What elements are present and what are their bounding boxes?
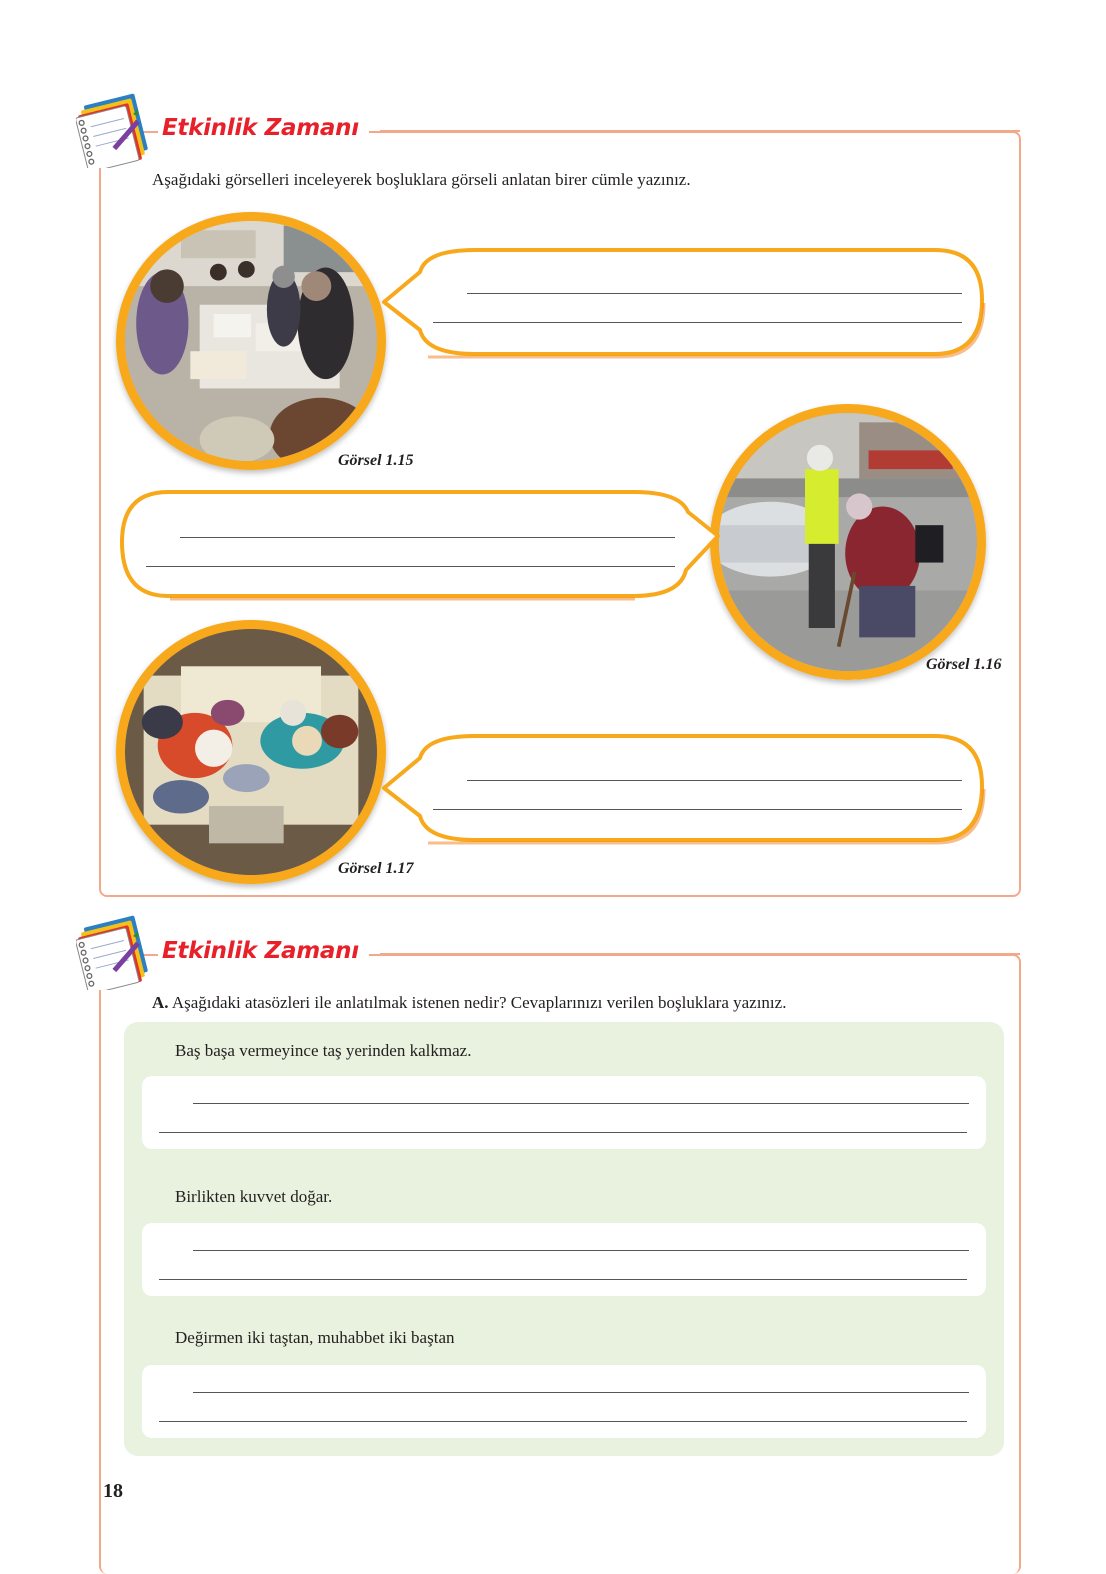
answer-box-1 <box>142 1076 986 1149</box>
caption-gorsel-1-17: Görsel 1.17 <box>338 860 414 877</box>
notebook-icon <box>76 88 162 168</box>
caption-gorsel-1-16: Görsel 1.16 <box>926 656 1002 673</box>
speech-bubble-3 <box>380 730 990 846</box>
instruction-2 <box>152 993 786 1013</box>
instruction-1: Aşağıdaki görselleri inceleyerek boşluklara görseli anlatan birer cümle yazınız. <box>152 170 691 189</box>
write-line[interactable] <box>467 780 962 781</box>
speech-bubble-2 <box>118 486 724 602</box>
instruction-text: Aşağıdaki atasözleri ile anlatılmak istenen nedir? Cevaplarınızı verilen boşluklara yazınız. <box>171 993 787 1012</box>
item-label: A. <box>152 993 169 1012</box>
proverb-3: Değirmen iki taştan, muhabbet iki baştan <box>175 1328 455 1347</box>
write-line[interactable] <box>180 537 675 538</box>
caption-gorsel-1-15: Görsel 1.15 <box>338 452 414 469</box>
proverb-2: Birlikten kuvvet doğar. <box>175 1187 333 1206</box>
write-line[interactable] <box>433 322 962 323</box>
section-title-2: Etkinlik Zamanı <box>158 938 369 964</box>
write-line[interactable] <box>159 1279 967 1280</box>
speech-bubble-1 <box>380 244 990 360</box>
page-number: 18 <box>103 1480 123 1502</box>
write-line[interactable] <box>159 1421 967 1422</box>
answer-box-3 <box>142 1365 986 1438</box>
write-line[interactable] <box>146 566 675 567</box>
answer-box-2 <box>142 1223 986 1296</box>
proverb-1: Baş başa vermeyince taş yerinden kalkmaz. <box>175 1041 472 1060</box>
photo-gorsel-1-17 <box>116 620 386 884</box>
section-title-1: Etkinlik Zamanı <box>158 115 369 141</box>
notebook-icon <box>76 910 162 990</box>
write-line[interactable] <box>193 1392 969 1393</box>
write-line[interactable] <box>433 809 962 810</box>
title-rule-1 <box>380 130 1020 132</box>
write-line[interactable] <box>467 293 962 294</box>
title-rule-2 <box>380 953 1020 955</box>
write-line[interactable] <box>193 1250 969 1251</box>
write-line[interactable] <box>193 1103 969 1104</box>
photo-gorsel-1-16 <box>710 404 986 680</box>
photo-gorsel-1-15 <box>116 212 386 470</box>
write-line[interactable] <box>159 1132 967 1133</box>
